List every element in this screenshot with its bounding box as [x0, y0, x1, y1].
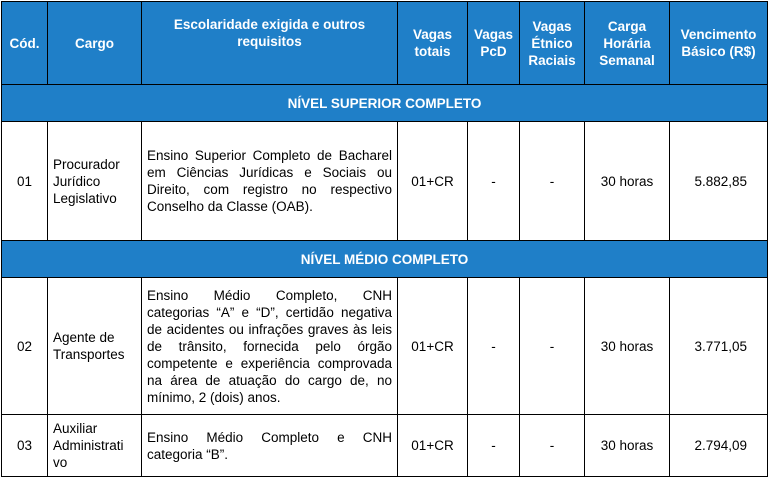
cell-carga: 30 horas	[585, 415, 670, 477]
cell-requisitos: Ensino Médio Completo, CNH categorias “A” e “D”, certidão negativa de acidentes ou infrações graves às leis de trânsito, fornecida pelo órgão competente e experiência comprovada na área de atuação do cargo de, no mínimo, 2 (dois) anos.	[142, 278, 398, 415]
cell-vencimento: 5.882,85	[670, 122, 768, 241]
table-row	[2, 415, 768, 477]
cell-cargo: Agente de Transportes	[48, 278, 142, 415]
header-cargo: Cargo	[48, 2, 142, 85]
cell-carga: 30 horas	[585, 122, 670, 241]
header-vagas-pcd: Vagas PcD	[468, 2, 520, 85]
cell-cargo: Auxiliar Administrati vo	[48, 415, 142, 477]
cell-vencimento: 3.771,05	[670, 278, 768, 415]
cell-vagas-etnico: -	[520, 122, 585, 241]
section-row	[2, 85, 768, 122]
cell-vagas-pcd: -	[468, 278, 520, 415]
header-carga: Carga Horária Semanal	[585, 2, 670, 85]
cell-requisitos: Ensino Superior Completo de Bacharel em Ciências Jurídicas e Sociais ou Direito, com registro no respectivo Conselho da Classe (OAB).	[142, 122, 398, 241]
header-vagas-etnico: Vagas Étnico Raciais	[520, 2, 585, 85]
header-escolaridade: Escolaridade exigida e outros requisitos	[142, 2, 398, 85]
header-cod: Cód.	[2, 2, 48, 85]
cell-cod: 01	[2, 122, 48, 241]
cell-cod: 02	[2, 278, 48, 415]
cell-carga: 30 horas	[585, 278, 670, 415]
cell-cargo: Procurador Jurídico Legislativo	[48, 122, 142, 241]
cell-vagas-totais: 01+CR	[398, 122, 468, 241]
table-row	[2, 122, 768, 241]
vacancies-table	[1, 1, 768, 477]
header-vagas-totais: Vagas totais	[398, 2, 468, 85]
cell-vagas-pcd: -	[468, 122, 520, 241]
header-vencimento: Vencimento Básico (R$)	[670, 2, 768, 85]
header-row	[2, 2, 768, 85]
cell-vagas-etnico: -	[520, 278, 585, 415]
section-row	[2, 241, 768, 278]
cell-cod: 03	[2, 415, 48, 477]
cell-vagas-etnico: -	[520, 415, 585, 477]
cell-vagas-pcd: -	[468, 415, 520, 477]
section-title: NÍVEL SUPERIOR COMPLETO	[2, 85, 768, 122]
table-row	[2, 278, 768, 415]
cell-vagas-totais: 01+CR	[398, 278, 468, 415]
cell-requisitos: Ensino Médio Completo e CNH categoria “B”.	[142, 415, 398, 477]
cell-vagas-totais: 01+CR	[398, 415, 468, 477]
cell-vencimento: 2.794,09	[670, 415, 768, 477]
section-title: NÍVEL MÉDIO COMPLETO	[2, 241, 768, 278]
